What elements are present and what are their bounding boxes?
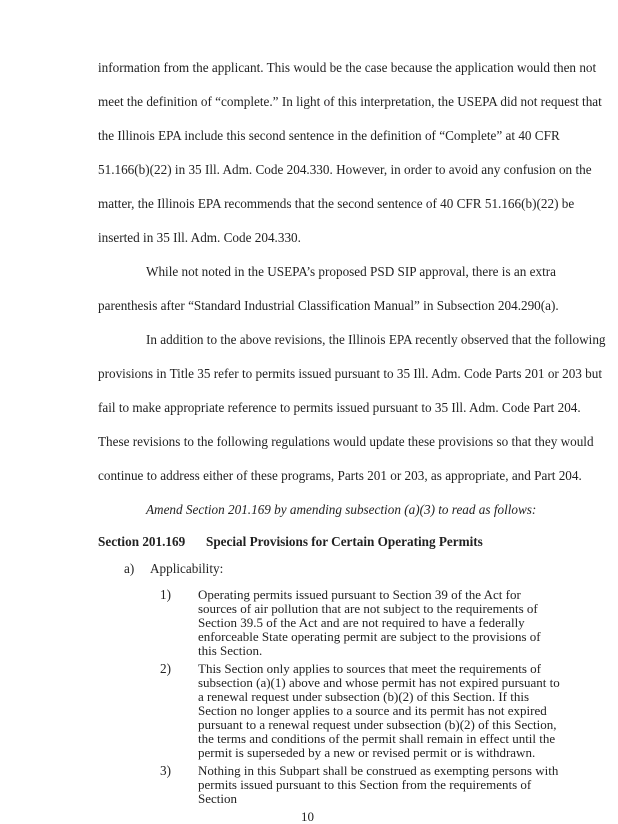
item-label: 2) xyxy=(160,661,171,676)
body-line: fail to make appropriate reference to permits issued pursuant to 35 Ill. Adm. Code Part 204. xyxy=(98,400,581,415)
body-line: the Illinois EPA include this second sentence in the definition of “Complete” at 40 CFR xyxy=(98,128,560,143)
body-line: In addition to the above revisions, the Illinois EPA recently observed that the following xyxy=(146,332,606,347)
body-line: These revisions to the following regulations would update these provisions so that they would xyxy=(98,434,594,449)
body-line: continue to address either of these programs, Parts 201 or 203, as appropriate, and Part 204. xyxy=(98,468,582,483)
item-text: Nothing in this Subpart shall be construed as exempting persons with permits issued pursuant to this Section from the requirements of Section xyxy=(198,763,559,806)
body-line: meet the definition of “complete.” In light of this interpretation, the USEPA did not request that xyxy=(98,94,602,109)
body-line: information from the applicant. This would be the case because the application would then not xyxy=(98,60,597,75)
subsection-text: Applicability: xyxy=(150,561,224,576)
body-line: While not noted in the USEPA’s proposed PSD SIP approval, there is an extra xyxy=(146,264,556,279)
section-number: Section 201.169 xyxy=(98,534,186,549)
body-line: provisions in Title 35 refer to permits issued pursuant to 35 Ill. Adm. Code Parts 201 or 203 but xyxy=(98,366,603,381)
body-line: parenthesis after “Standard Industrial Classification Manual” in Subsection 204.290(a). xyxy=(98,298,559,313)
amend-instruction: Amend Section 201.169 by amending subsection (a)(3) to read as follows: xyxy=(146,502,537,517)
body-line: inserted in 35 Ill. Adm. Code 204.330. xyxy=(98,230,301,245)
subsection-label: a) xyxy=(124,561,135,576)
item-text: Operating permits issued pursuant to Section 39 of the Act for sources of air pollution that are not subject to the requirements of Section 39.5 of the Act and are not required to have a federally enforceable State operating permit are subject to the provisions of this Section. xyxy=(198,587,541,658)
body-line: 51.166(b)(22) in 35 Ill. Adm. Code 204.330. However, in order to avoid any confusion on the xyxy=(98,162,592,177)
item-label: 1) xyxy=(160,587,171,602)
body-line: matter, the Illinois EPA recommends that the second sentence of 40 CFR 51.166(b)(22) be xyxy=(98,196,575,211)
item-text: This Section only applies to sources that meet the requirements of subsection (a)(1) above and whose permit has not expired pursuant to a renewal request under subsection (b)(2) of this Section. If this Section no longer applies to a source and its permit has not expired pursuant to a renewal request under subsection (b)(2) of this Section, the terms and conditions of the permit shall remain in effect until the permit is superseded by a new or revised permit or is withdrawn. xyxy=(198,661,560,760)
page-number: 10 xyxy=(301,809,314,824)
section-title: Special Provisions for Certain Operating Permits xyxy=(206,534,483,549)
item-label: 3) xyxy=(160,763,171,778)
